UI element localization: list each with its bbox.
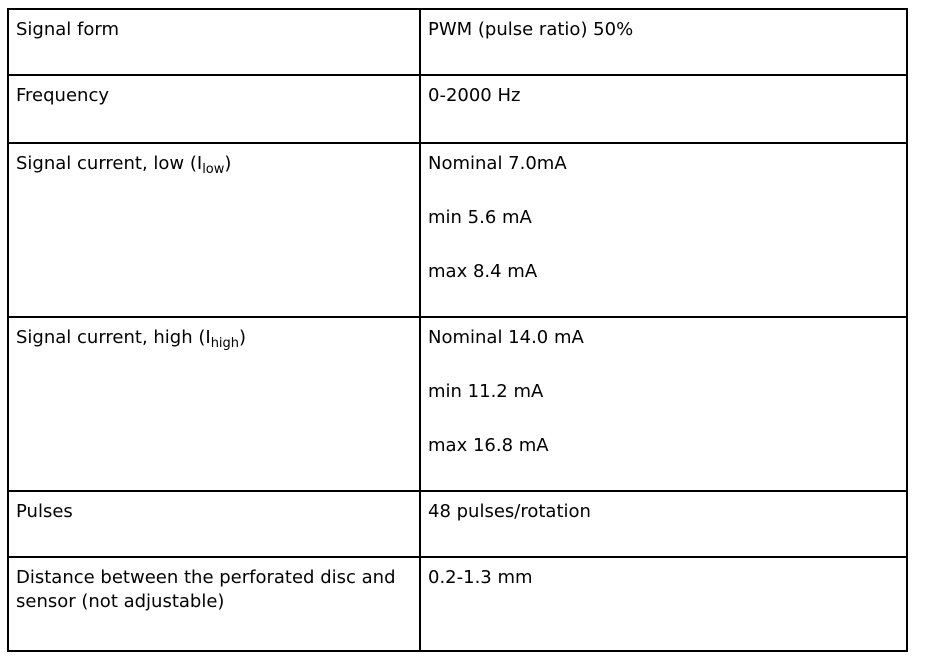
value-cell [420, 491, 907, 557]
label-cell [8, 317, 420, 491]
value-cell [420, 557, 907, 651]
row-value-max: max 16.8 mA [428, 435, 549, 456]
row-label: Signal current, low $(I_{low})$ [16, 153, 232, 177]
row-value-nominal: Nominal 14.0 mA [428, 327, 584, 348]
label-cell [8, 557, 420, 651]
label-subscript: low [202, 162, 225, 177]
row-value-min: min 5.6 mA [428, 207, 532, 228]
row-label: Distance between the perforated disc and sensor (not adjustable) [16, 567, 396, 612]
value-cell [420, 317, 907, 491]
label-subscript: high [210, 336, 240, 351]
row-value: 48 pulses/rotation [428, 501, 591, 522]
table-row-frequency [8, 75, 907, 143]
row-value: PWM (pulse ratio) 50% [428, 19, 634, 40]
table-row-signal-current-low [8, 143, 907, 317]
row-label: Signal current, high $(I_{high})$ [16, 327, 247, 351]
label-cell [8, 491, 420, 557]
value-cell [420, 9, 907, 75]
label-cell [8, 75, 420, 143]
row-value: 0-2000 Hz [428, 85, 521, 106]
row-label: Signal form [16, 19, 119, 40]
value-cell [420, 143, 907, 317]
row-value: 0.2-1.3 mm [428, 567, 533, 588]
row-label: Pulses [16, 501, 73, 522]
table-row-signal-form [8, 9, 907, 75]
table-row-signal-current-high [8, 317, 907, 491]
specification-table [7, 8, 908, 652]
label-cell [8, 143, 420, 317]
label-cell [8, 9, 420, 75]
value-cell [420, 75, 907, 143]
table-row-pulses [8, 491, 907, 557]
row-value-nominal: Nominal 7.0mA [428, 153, 567, 174]
row-value-max: max 8.4 mA [428, 261, 538, 282]
table-row-disc-sensor-distance [8, 557, 907, 651]
row-value-min: min 11.2 mA [428, 381, 544, 402]
row-label: Frequency [16, 85, 109, 106]
